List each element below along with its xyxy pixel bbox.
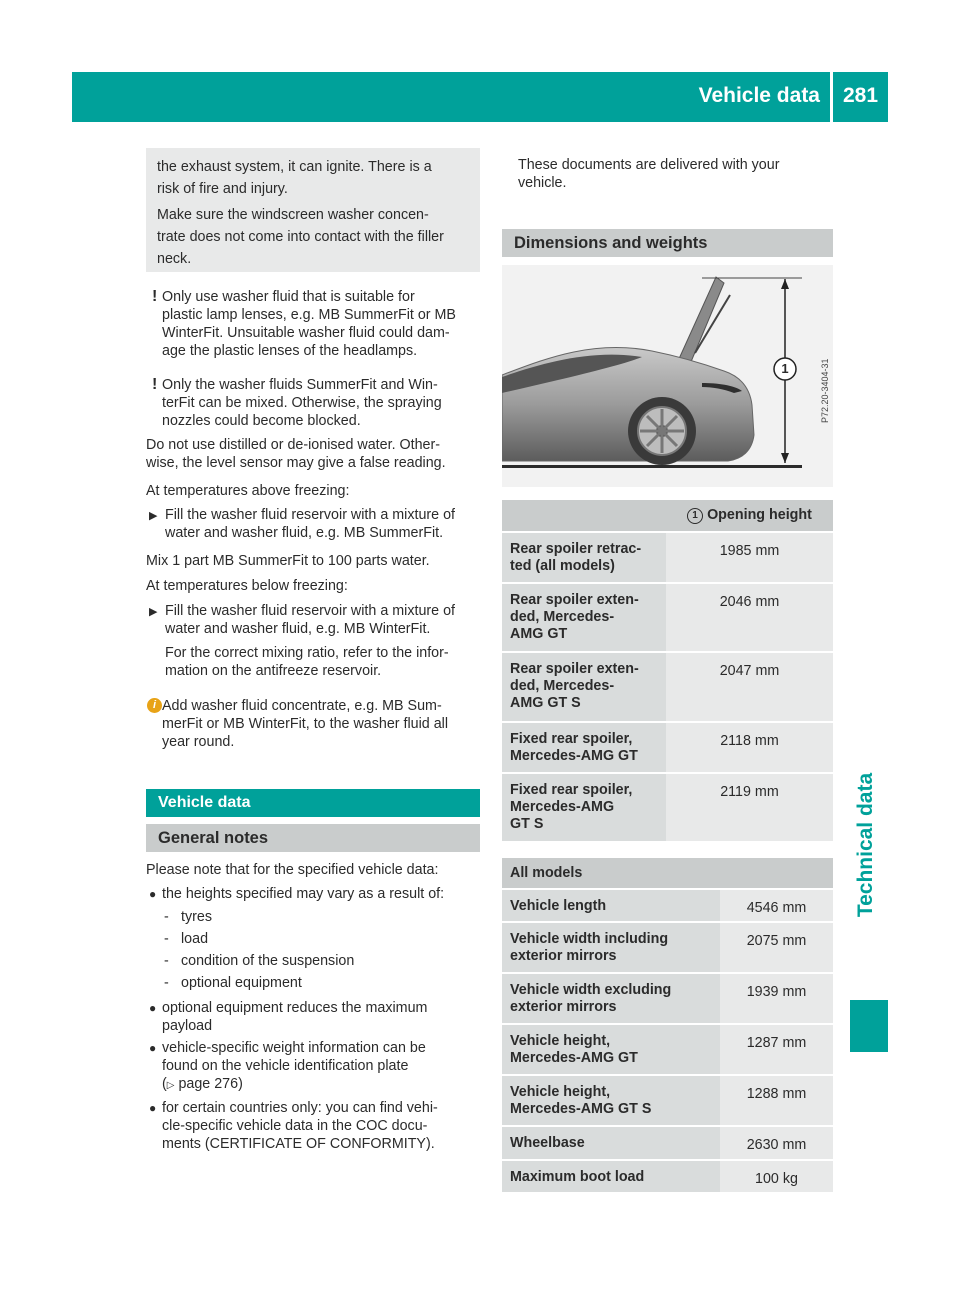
figure-code: P72.20-3404-31: [820, 358, 830, 423]
row-value: 2118 mm: [666, 723, 833, 772]
table-row: [502, 774, 833, 841]
paragraph-distilled-water: Do not use distilled or de-ionised water. Other- wise, the level sensor may give a false reading.: [146, 437, 446, 471]
general-notes-list: [146, 885, 482, 1153]
list-item: ● for certain countries only: you can find vehi- cle-specific vehicle data in the COC docu- ments (CERTIFICATE OF CONFORMITY).: [149, 1100, 438, 1152]
table-row: [502, 1161, 833, 1192]
step-arrow-icon: ▶: [149, 510, 158, 522]
row-label: Rear spoiler retrac- ted (all models): [502, 533, 666, 582]
sub-list: [146, 908, 482, 996]
header-separator: [830, 72, 833, 122]
row-label: Vehicle height, Mercedes-AMG GT: [502, 1025, 720, 1074]
row-label: Vehicle height, Mercedes-AMG GT S: [502, 1076, 720, 1125]
callout-1: 1: [781, 361, 789, 376]
row-value: 2075 mm: [720, 923, 833, 972]
row-label: Vehicle length: [502, 890, 720, 921]
table-header: [502, 500, 833, 533]
sub-list-item: - tyres: [164, 909, 212, 925]
table-row: [502, 974, 833, 1025]
row-value: 4546 mm: [720, 890, 833, 921]
table-row: [502, 723, 833, 774]
sub-list-item: - condition of the suspension: [164, 953, 355, 969]
notice-1: ! Only use washer fluid that is suitable for plastic lamp lenses, e.g. MB SummerFit or MB WinterFit. Unsuitable washer fluid could dam- age the plastic lenses of the headlamps.: [152, 288, 456, 359]
notice-icon: !: [152, 376, 158, 393]
row-value: 1287 mm: [720, 1025, 833, 1074]
documents-note: These documents are delivered with your vehicle.: [518, 157, 780, 191]
sub-list-item: - optional equipment: [164, 975, 302, 991]
all-models-header: All models: [510, 865, 583, 881]
row-value: 2046 mm: [666, 584, 833, 651]
vehicle-data-heading: Vehicle data: [146, 789, 480, 817]
table-row: [502, 1127, 833, 1161]
notice-icon: !: [152, 288, 158, 305]
row-label: Wheelbase: [502, 1127, 720, 1159]
row-label: Rear spoiler exten- ded, Mercedes- AMG GT: [502, 584, 666, 651]
table-row: [502, 653, 833, 723]
table-row: [502, 533, 833, 584]
vehicle-dimension-figure: [502, 265, 833, 487]
warning-box: [146, 148, 480, 272]
list-item: ● optional equipment reduces the maximum payload: [149, 1000, 428, 1034]
row-value: 2047 mm: [666, 653, 833, 721]
opening-height-table: [502, 500, 833, 841]
row-value: 1985 mm: [666, 533, 833, 582]
table-row: [502, 1025, 833, 1076]
list-item: ● the heights specified may vary as a result of:: [149, 886, 445, 902]
row-label: Rear spoiler exten- ded, Mercedes- AMG GT S: [502, 653, 666, 721]
table-row: [502, 923, 833, 974]
warning-text-1: the exhaust system, it can ignite. There is a risk of fire and injury.: [157, 159, 432, 197]
side-tab: [846, 730, 886, 960]
car-illustration: [502, 265, 833, 487]
table-row: [502, 890, 833, 923]
row-label: Fixed rear spoiler, Mercedes-AMG GT S: [502, 774, 666, 841]
general-notes-heading: General notes: [146, 824, 480, 852]
row-label: Maximum boot load: [502, 1161, 720, 1192]
paragraph-above-freezing: At temperatures above freezing:: [146, 483, 350, 499]
side-tab-label: Technical data: [854, 772, 877, 918]
step-note: For the correct mixing ratio, refer to the infor- mation on the antifreeze reservoir.: [165, 645, 449, 679]
paragraph-below-freezing: At temperatures below freezing:: [146, 578, 348, 594]
general-notes-intro: Please note that for the specified vehicle data:: [146, 862, 439, 878]
page-number: 281: [843, 84, 879, 107]
sub-list-item: - load: [164, 931, 209, 947]
row-label: Vehicle width excluding exterior mirrors: [502, 974, 720, 1023]
warning-text-2: Make sure the windscreen washer concen- trate does not come into contact with the filler neck.: [157, 207, 444, 267]
page-reference-link[interactable]: page 276): [178, 1076, 243, 1092]
section-title: Vehicle data: [698, 84, 820, 107]
table-header: [502, 858, 833, 890]
table-row: [502, 584, 833, 653]
callout-1-marker: 1: [687, 508, 703, 524]
row-value: 2119 mm: [666, 774, 833, 841]
paragraph-mix-ratio: Mix 1 part MB SummerFit to 100 parts water.: [146, 553, 430, 569]
page-link-arrow-icon: ▷: [166, 1080, 175, 1091]
step-fill-winter: ▶ Fill the washer fluid reservoir with a mixture of water and washer fluid, e.g. MB WinterFit. For the correct mixing ratio, refer to the infor- mation on the antifreeze reservoir.: [146, 602, 482, 680]
row-label: Vehicle width including exterior mirrors: [502, 923, 720, 972]
table-row: [502, 1076, 833, 1127]
info-note: i Add washer fluid concentrate, e.g. MB Sum- merFit or MB WinterFit, to the washer fluid all year round.: [146, 697, 482, 751]
opening-height-header: 1 Opening height: [666, 500, 833, 531]
list-item: ● vehicle-specific weight information can be found on the vehicle identification plate (▷ page 276): [146, 1039, 482, 1095]
notice-2: ! Only the washer fluids SummerFit and Win- terFit can be mixed. Otherwise, the spraying nozzles could become blocked.: [152, 376, 442, 429]
side-tab-marker: [850, 1000, 888, 1052]
step-fill-summer: ▶ Fill the washer fluid reservoir with a mixture of water and washer fluid, e.g. MB SummerFit.: [149, 507, 456, 541]
row-value: 2630 mm: [720, 1127, 833, 1159]
step-arrow-icon: ▶: [149, 606, 158, 618]
row-value: 1939 mm: [720, 974, 833, 1023]
info-icon: i: [147, 698, 162, 713]
all-models-table: [502, 858, 833, 1192]
row-value: 100 kg: [720, 1161, 833, 1192]
dimensions-heading: Dimensions and weights: [502, 229, 833, 257]
row-value: 1288 mm: [720, 1076, 833, 1125]
row-label: Fixed rear spoiler, Mercedes-AMG GT: [502, 723, 666, 772]
